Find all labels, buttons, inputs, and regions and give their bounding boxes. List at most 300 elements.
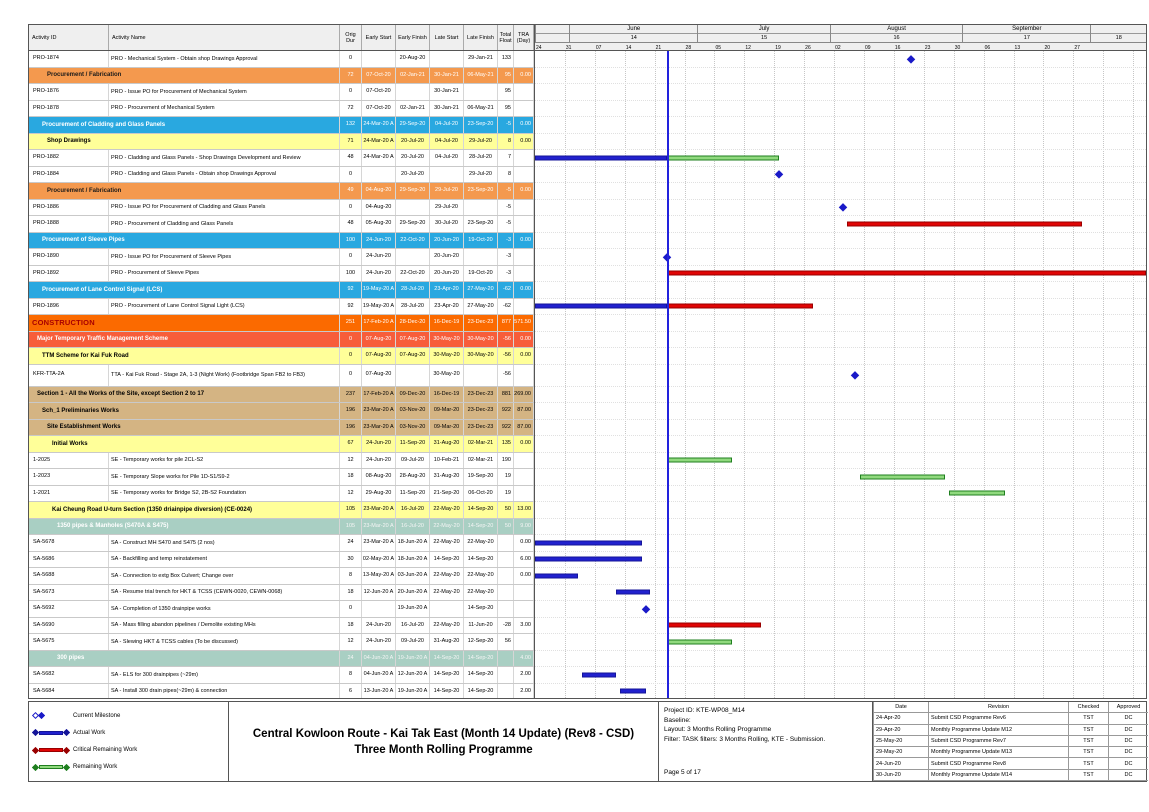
total-float-cell: -5 (498, 200, 514, 216)
late-start-cell: 31-Aug-20 (430, 436, 464, 452)
actual-bar (535, 304, 667, 309)
group-table-row (29, 436, 534, 453)
late-start-cell: 30-May-20 (430, 348, 464, 364)
gantt-row (535, 618, 1146, 635)
late-finish-cell: 27-May-20 (464, 282, 498, 298)
early-finish-cell: 29-Sep-20 (396, 117, 430, 133)
gantt-row (535, 568, 1146, 585)
late-start-cell: 20-Jun-20 (430, 266, 464, 282)
total-float-cell: -56 (498, 348, 514, 364)
tra-cell (514, 299, 534, 315)
early-finish-cell: 03-Nov-20 (396, 403, 430, 419)
late-finish-cell (464, 365, 498, 386)
total-float-cell: -56 (498, 332, 514, 348)
early-start-cell: 23-Mar-20 A (362, 519, 396, 535)
month-label: June (570, 25, 697, 34)
orig-dur-cell: 0 (340, 167, 362, 183)
revision-cell: Monthly Programme Update M12 (928, 725, 1068, 736)
late-finish-cell: 23-Dec-23 (464, 315, 498, 331)
revision-header-cell: Date (873, 702, 928, 713)
early-start-cell: 17-Feb-20 A (362, 387, 396, 403)
programme-title: Central Kowloon Route - Kai Tak East (Month 14 Update) (Rev8 - CSD) (252, 727, 635, 740)
group-table-row (29, 387, 534, 404)
activity-table-row (29, 216, 534, 233)
late-start-cell: 30-May-20 (430, 332, 464, 348)
early-start-cell: 13-Jun-20 A (362, 684, 396, 699)
revision-cell: Monthly Programme Update M13 (928, 747, 1068, 758)
gantt-row (535, 634, 1146, 651)
group-label-cell: Initial Works (29, 436, 340, 452)
gantt-row (535, 502, 1146, 519)
late-start-cell: 30-Jan-21 (430, 101, 464, 117)
late-finish-cell: 14-Sep-20 (464, 667, 498, 683)
tra-cell (514, 200, 534, 216)
gantt-row (535, 117, 1146, 134)
tra-cell: 571.50 (514, 315, 534, 331)
total-float-cell (498, 552, 514, 568)
early-start-cell: 23-Mar-20 A (362, 403, 396, 419)
early-finish-cell: 28-Jul-20 (396, 282, 430, 298)
gantt-row (535, 365, 1146, 387)
late-start-cell: 16-Dec-19 (430, 387, 464, 403)
tra-cell: 0.00 (514, 348, 534, 364)
actual-bar-swatch (39, 731, 63, 735)
early-finish-cell: 22-Oct-20 (396, 266, 430, 282)
tra-cell (514, 266, 534, 282)
early-finish-cell: 07-Aug-20 (396, 332, 430, 348)
total-float-cell: -5 (498, 117, 514, 133)
total-float-cell: 7 (498, 150, 514, 166)
orig-dur-cell: 132 (340, 117, 362, 133)
gantt-row (535, 167, 1146, 184)
total-float-cell: 50 (498, 502, 514, 518)
group-label-cell: Kai Cheung Road U-turn Section (1350 driainpipe diversion) (CE-0024) (29, 502, 340, 518)
revision-cell: Submit CSD Programme Rev7 (928, 736, 1068, 747)
tra-cell (514, 167, 534, 183)
tra-cell (514, 453, 534, 469)
late-finish-cell: 30-May-20 (464, 348, 498, 364)
total-float-cell: 881 (498, 387, 514, 403)
group-label-cell: 1350 pipes & Manholes (S470A & S475) (29, 519, 340, 535)
late-finish-cell: 23-Sep-20 (464, 216, 498, 232)
total-float-cell: -56 (498, 365, 514, 386)
activity-id-cell: 1-2025 (29, 453, 109, 469)
group-label-cell: Procurement of Sleeve Pipes (29, 233, 340, 249)
revision-cell: DC (1108, 725, 1148, 736)
revision-cell: 24-Jun-20 (873, 758, 928, 769)
group-label-cell: Section 1 - All the Works of the Site, except Section 2 to 17 (29, 387, 340, 403)
early-finish-cell: 29-Sep-20 (396, 183, 430, 199)
activity-id-cell: SA-5678 (29, 535, 109, 551)
revision-cell: TST (1068, 770, 1108, 781)
total-float-cell: -62 (498, 299, 514, 315)
gantt-row (535, 469, 1146, 486)
group-label-cell: TTM Scheme for Kai Fuk Road (29, 348, 340, 364)
orig-dur-cell: 12 (340, 453, 362, 469)
diamond-icon (63, 747, 70, 754)
activity-id-cell: PRO-1896 (29, 299, 109, 315)
total-float-cell: -28 (498, 618, 514, 634)
group-table-row (29, 282, 534, 299)
early-finish-cell: 18-Jun-20 A (396, 552, 430, 568)
tra-cell (514, 634, 534, 650)
week-tick-label: 07 (595, 44, 602, 50)
group-label-cell: Procurement / Fabrication (29, 68, 340, 84)
revision-cell: TST (1068, 713, 1108, 724)
gantt-row (535, 282, 1146, 299)
activity-id-cell: SA-5684 (29, 684, 109, 699)
critical-bar (667, 304, 812, 309)
actual-bar (582, 672, 616, 677)
activity-table-row (29, 486, 534, 503)
revision-cell: TST (1068, 758, 1108, 769)
late-start-cell: 10-Feb-21 (430, 453, 464, 469)
late-start-cell: 29-Jul-20 (430, 200, 464, 216)
late-finish-cell (464, 200, 498, 216)
activity-id-cell: PRO-1878 (29, 101, 109, 117)
tra-cell (514, 51, 534, 67)
tra-cell: 13.00 (514, 502, 534, 518)
orig-dur-cell: 92 (340, 299, 362, 315)
early-start-cell: 07-Oct-20 (362, 101, 396, 117)
tra-cell (514, 469, 534, 485)
column-header-tf: Total Float (498, 25, 514, 50)
week-tick-label: 31 (565, 44, 572, 50)
orig-dur-cell: 72 (340, 68, 362, 84)
tra-cell: 87.00 (514, 403, 534, 419)
activity-table-row (29, 51, 534, 68)
early-finish-cell: 02-Jan-21 (396, 68, 430, 84)
late-finish-cell: 22-May-20 (464, 568, 498, 584)
group-table-row (29, 68, 534, 85)
remaining-bar-swatch (39, 765, 63, 769)
layout-line: Layout: 3 Months Rolling Programme (664, 726, 772, 733)
activity-name-cell: PRO - Procurement of Sleeve Pipes (109, 266, 340, 282)
tra-cell: 0.00 (514, 535, 534, 551)
early-finish-cell (396, 249, 430, 265)
orig-dur-cell: 24 (340, 651, 362, 667)
milestone-icon (907, 55, 915, 63)
group-label-cell: Procurement of Lane Control Signal (LCS) (29, 282, 340, 298)
group-label-cell: Sch_1 Preliminaries Works (29, 403, 340, 419)
group-table-row (29, 502, 534, 519)
actual-bar (535, 540, 642, 545)
activity-table-row (29, 667, 534, 684)
total-float-cell: -3 (498, 233, 514, 249)
total-float-cell: 190 (498, 453, 514, 469)
column-header-name: Activity Name (109, 25, 340, 50)
activity-name-cell: PRO - Issue PO for Procurement of Sleeve Pipes (109, 249, 340, 265)
legend-item (33, 744, 224, 756)
early-start-cell: 24-Jun-20 (362, 618, 396, 634)
week-tick-label: 24 (536, 44, 542, 50)
legend-item (33, 727, 224, 739)
orig-dur-cell: 0 (340, 200, 362, 216)
column-header-ef: Early Finish (396, 25, 430, 50)
activity-name-cell: PRO - Procurement of Mechanical System (109, 101, 340, 117)
month-number: 15 (761, 35, 768, 41)
late-finish-cell: 14-Sep-20 (464, 502, 498, 518)
revision-cell: DC (1108, 713, 1148, 724)
activity-table (29, 51, 535, 698)
early-finish-cell: 20-Jul-20 (396, 167, 430, 183)
gantt-row (535, 266, 1146, 283)
remaining-bar (860, 474, 945, 479)
activity-name-cell: SA - ELS for 300 drainpipes (~29m) (109, 667, 340, 683)
late-finish-cell: 22-May-20 (464, 585, 498, 601)
month-label: September (963, 25, 1090, 34)
project-id-line: Project ID: KTE-WP08_M14 (664, 707, 745, 714)
activity-table-row (29, 249, 534, 266)
week-tick-label: 27 (1074, 44, 1080, 50)
month-number: 18 (1115, 35, 1122, 41)
late-finish-cell: 02-Mar-21 (464, 436, 498, 452)
gantt-row (535, 403, 1146, 420)
orig-dur-cell: 49 (340, 183, 362, 199)
gantt-row (535, 134, 1146, 151)
late-start-cell: 22-May-20 (430, 502, 464, 518)
month-number (536, 34, 569, 42)
column-header-od: Orig Dur (340, 25, 362, 50)
total-float-cell: 56 (498, 634, 514, 650)
tra-cell (514, 486, 534, 502)
early-start-cell: 04-Jun-20 A (362, 651, 396, 667)
early-start-cell: 23-Mar-20 A (362, 535, 396, 551)
late-start-cell: 09-Mar-20 (430, 403, 464, 419)
activity-table-row (29, 299, 534, 316)
late-finish-cell: 19-Oct-20 (464, 266, 498, 282)
early-finish-cell (396, 200, 430, 216)
early-finish-cell: 09-Jul-20 (396, 453, 430, 469)
orig-dur-cell: 100 (340, 233, 362, 249)
early-start-cell: 07-Aug-20 (362, 332, 396, 348)
activity-table-row (29, 84, 534, 101)
activity-name-cell: SA - Install 300 drain pipes(~29m) & connection (109, 684, 340, 699)
gantt-row (535, 552, 1146, 569)
late-start-cell: 22-May-20 (430, 535, 464, 551)
actual-bar (616, 590, 650, 595)
orig-dur-cell: 6 (340, 684, 362, 699)
early-start-cell: 17-Feb-20 A (362, 315, 396, 331)
late-start-cell: 29-Jul-20 (430, 183, 464, 199)
activity-name-cell: PRO - Mechanical System - Obtain shop Drawings Approval (109, 51, 340, 67)
tra-cell: 4.00 (514, 651, 534, 667)
tra-cell (514, 84, 534, 100)
early-finish-cell: 07-Aug-20 (396, 348, 430, 364)
diamond-icon (63, 764, 70, 771)
total-float-cell (498, 535, 514, 551)
tra-cell: 0.00 (514, 436, 534, 452)
total-float-cell: 135 (498, 436, 514, 452)
late-finish-cell: 28-Jul-20 (464, 150, 498, 166)
gantt-row (535, 651, 1146, 668)
activity-name-cell: SA - Connection to extg Box Culvert; Change over (109, 568, 340, 584)
revision-cell: DC (1108, 758, 1148, 769)
gantt-row (535, 216, 1146, 233)
week-tick-label: 20 (1044, 44, 1051, 50)
orig-dur-cell: 24 (340, 535, 362, 551)
total-float-cell (498, 585, 514, 601)
early-start-cell (362, 51, 396, 67)
total-float-cell (498, 601, 514, 617)
activity-id-cell: SA-5692 (29, 601, 109, 617)
orig-dur-cell: 251 (340, 315, 362, 331)
early-start-cell: 24-Jun-20 (362, 249, 396, 265)
activity-id-cell: PRO-1882 (29, 150, 109, 166)
month-band (535, 25, 569, 42)
late-finish-cell: 19-Sep-20 (464, 469, 498, 485)
orig-dur-cell: 18 (340, 618, 362, 634)
column-header-lf: Late Finish (464, 25, 498, 50)
month-number: 16 (893, 35, 900, 41)
total-float-cell: 877 (498, 315, 514, 331)
total-float-cell: 922 (498, 420, 514, 436)
revision-cell: DC (1108, 736, 1148, 747)
group-label-cell: Procurement / Fabrication (29, 183, 340, 199)
late-start-cell: 14-Sep-20 (430, 667, 464, 683)
tra-cell: 9.00 (514, 519, 534, 535)
week-tick-label: 13 (1014, 44, 1021, 50)
activity-table-row (29, 469, 534, 486)
early-start-cell: 07-Oct-20 (362, 68, 396, 84)
late-finish-cell: 14-Sep-20 (464, 519, 498, 535)
activity-table-row (29, 535, 534, 552)
early-start-cell: 02-May-20 A (362, 552, 396, 568)
tra-cell: 0.00 (514, 568, 534, 584)
late-finish-cell: 14-Sep-20 (464, 684, 498, 699)
early-start-cell: 24-Jun-20 (362, 233, 396, 249)
milestone-icon (642, 605, 650, 613)
activity-id-cell: PRO-1884 (29, 167, 109, 183)
revision-cell: Submit CSD Programme Rev8 (928, 758, 1068, 769)
gantt-row (535, 684, 1146, 699)
late-start-cell: 14-Sep-20 (430, 684, 464, 699)
late-start-cell: 31-Aug-20 (430, 469, 464, 485)
early-start-cell: 24-Mar-20 A (362, 117, 396, 133)
activity-table-row (29, 601, 534, 618)
late-finish-cell: 19-Oct-20 (464, 233, 498, 249)
early-finish-cell: 09-Jul-20 (396, 634, 430, 650)
early-start-cell: 13-May-20 A (362, 568, 396, 584)
activity-table-row (29, 453, 534, 470)
late-finish-cell: 11-Jun-20 (464, 618, 498, 634)
activity-id-cell: 1-2023 (29, 469, 109, 485)
late-start-cell: 31-Aug-20 (430, 634, 464, 650)
remaining-bar-icon (33, 763, 69, 771)
late-finish-cell (464, 249, 498, 265)
week-tick-label: 21 (655, 44, 662, 50)
activity-table-row (29, 568, 534, 585)
total-float-cell: 19 (498, 469, 514, 485)
late-start-cell: 04-Jul-20 (430, 134, 464, 150)
activity-name-cell: PRO - Issue PO for Procurement of Cladding and Glass Panels (109, 200, 340, 216)
gantt-row (535, 535, 1146, 552)
total-float-cell: 95 (498, 68, 514, 84)
orig-dur-cell: 8 (340, 667, 362, 683)
tra-cell: 0.00 (514, 332, 534, 348)
early-finish-cell: 22-Oct-20 (396, 233, 430, 249)
tra-cell: 2.00 (514, 667, 534, 683)
early-start-cell: 08-Aug-20 (362, 469, 396, 485)
late-start-cell: 30-Jan-21 (430, 84, 464, 100)
legend-label: Critical Remaining Work (73, 747, 138, 754)
late-finish-cell: 23-Dec-23 (464, 420, 498, 436)
activity-name-cell: SA - Backfilling and temp reinstatement (109, 552, 340, 568)
late-finish-cell: 14-Sep-20 (464, 651, 498, 667)
orig-dur-cell: 48 (340, 216, 362, 232)
late-finish-cell: 06-May-21 (464, 101, 498, 117)
actual-bar (535, 155, 667, 160)
group-table-row (29, 183, 534, 200)
activity-id-cell: PRO-1876 (29, 84, 109, 100)
orig-dur-cell: 18 (340, 469, 362, 485)
activity-name-cell: SA - Completion of 1350 drainpipe works (109, 601, 340, 617)
orig-dur-cell: 30 (340, 552, 362, 568)
group-table-row (29, 233, 534, 250)
diamond-icon (38, 712, 45, 719)
early-finish-cell: 03-Nov-20 (396, 420, 430, 436)
column-header-es: Early Start (362, 25, 396, 50)
late-finish-cell: 14-Sep-20 (464, 601, 498, 617)
early-finish-cell: 11-Sep-20 (396, 436, 430, 452)
gantt-row (535, 667, 1146, 684)
month-band (962, 25, 1090, 42)
table-header (29, 25, 1146, 51)
late-start-cell: 30-Jan-21 (430, 68, 464, 84)
column-header-id: Activity ID (29, 25, 109, 50)
diamond-icon (32, 747, 39, 754)
late-start-cell: 14-Sep-20 (430, 552, 464, 568)
activity-name-cell: SE - Temporary works for pile 2CL-S2 (109, 453, 340, 469)
late-finish-cell: 12-Sep-20 (464, 634, 498, 650)
early-start-cell: 19-May-20 A (362, 282, 396, 298)
orig-dur-cell: 48 (340, 150, 362, 166)
revision-cell: TST (1068, 725, 1108, 736)
gantt-row (535, 436, 1146, 453)
group-table-row (29, 117, 534, 134)
gantt-row (535, 387, 1146, 404)
tra-cell: 0.00 (514, 282, 534, 298)
activity-table-row (29, 150, 534, 167)
page-number: Page 5 of 17 (664, 768, 701, 776)
revision-cell: Monthly Programme Update M14 (928, 770, 1068, 781)
late-start-cell (430, 51, 464, 67)
early-start-cell: 24-Jun-20 (362, 436, 396, 452)
orig-dur-cell: 67 (340, 436, 362, 452)
orig-dur-cell: 105 (340, 519, 362, 535)
tra-cell (514, 601, 534, 617)
activity-id-cell: KFR-TTA-2A (29, 365, 109, 386)
late-start-cell: 14-Sep-20 (430, 651, 464, 667)
activity-table-row (29, 585, 534, 602)
critical-bar (667, 271, 1146, 276)
late-start-cell: 22-May-20 (430, 568, 464, 584)
group-table-row (29, 519, 534, 536)
orig-dur-cell: 196 (340, 420, 362, 436)
early-finish-cell: 16-Jul-20 (396, 502, 430, 518)
total-float-cell: -62 (498, 282, 514, 298)
group-table-row (29, 315, 534, 332)
activity-name-cell: SA - Resume trial trench for HKT & TCSS (CEWN-0020, CEWN-0068) (109, 585, 340, 601)
gantt-row (535, 332, 1146, 349)
early-start-cell: 23-Mar-20 A (362, 420, 396, 436)
diamond-icon (63, 729, 70, 736)
tra-cell: 0.00 (514, 134, 534, 150)
early-finish-cell: 02-Jan-21 (396, 101, 430, 117)
group-label-cell: Site Establishment Works (29, 420, 340, 436)
remaining-bar (667, 458, 731, 463)
actual-bar (535, 573, 578, 578)
